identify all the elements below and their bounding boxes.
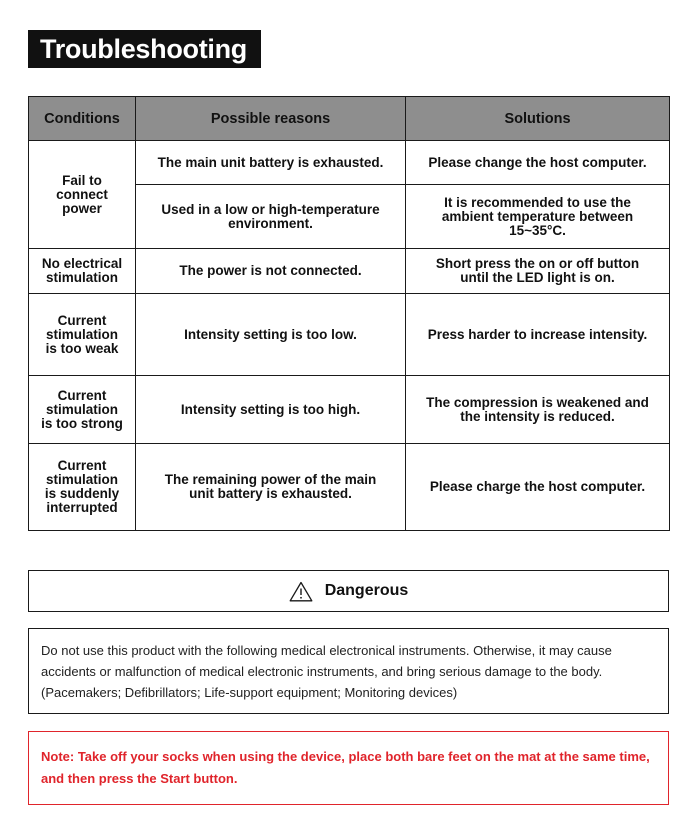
condition-cell: Current stimulation is too weak (29, 294, 136, 376)
table-header-row (29, 97, 670, 141)
condition-cell: Fail to connect power (29, 141, 136, 249)
danger-notice (28, 628, 669, 714)
table-row (29, 294, 670, 376)
solution-cell: The compression is weakened and the intensity is reduced. (406, 376, 670, 444)
header-solutions: Solutions (406, 97, 670, 141)
reason-cell: The main unit battery is exhausted. (136, 141, 406, 185)
table-row (29, 141, 670, 185)
solution-cell: It is recommended to use the ambient temperature between 15~35°C. (406, 185, 670, 249)
solution-cell: Please charge the host computer. (406, 444, 670, 531)
solution-cell: Please change the host computer. (406, 141, 670, 185)
condition-cell: Current stimulation is too strong (29, 376, 136, 444)
reason-cell: Intensity setting is too high. (136, 376, 406, 444)
danger-label: Dangerous (324, 582, 409, 599)
solution-cell: Short press the on or off button until the LED light is on. (406, 249, 670, 294)
table-row (29, 249, 670, 294)
header-possible-reasons: Possible reasons (136, 97, 406, 141)
danger-text: Do not use this product with the following medical electronical instruments. Otherwise, it may cause accidents or malfunction of medical electronic instruments, and bring serious damage to the body. (Pacemakers; Defibrillators; Life-support equipment; Monitoring devices) (41, 642, 612, 700)
warning-triangle-icon (289, 581, 313, 602)
condition-cell: Current stimulation is suddenly interrupted (29, 444, 136, 531)
table-row (29, 444, 670, 531)
reason-cell: The remaining power of the main unit battery is exhausted. (136, 444, 406, 531)
troubleshooting-table (28, 96, 670, 531)
condition-cell: No electrical stimulation (29, 249, 136, 294)
reason-cell: Intensity setting is too low. (136, 294, 406, 376)
table-row (29, 376, 670, 444)
reason-cell: The power is not connected. (136, 249, 406, 294)
danger-banner (28, 570, 669, 612)
solution-cell: Press harder to increase intensity. (406, 294, 670, 376)
header-conditions: Conditions (29, 97, 136, 141)
reason-cell: Used in a low or high-temperature environment. (136, 185, 406, 249)
note-text: Note: Take off your socks when using the device, place both bare feet on the mat at the same time, and then press the Start button. (41, 749, 650, 786)
page-title: Troubleshooting (28, 30, 261, 68)
note-box (28, 731, 669, 805)
